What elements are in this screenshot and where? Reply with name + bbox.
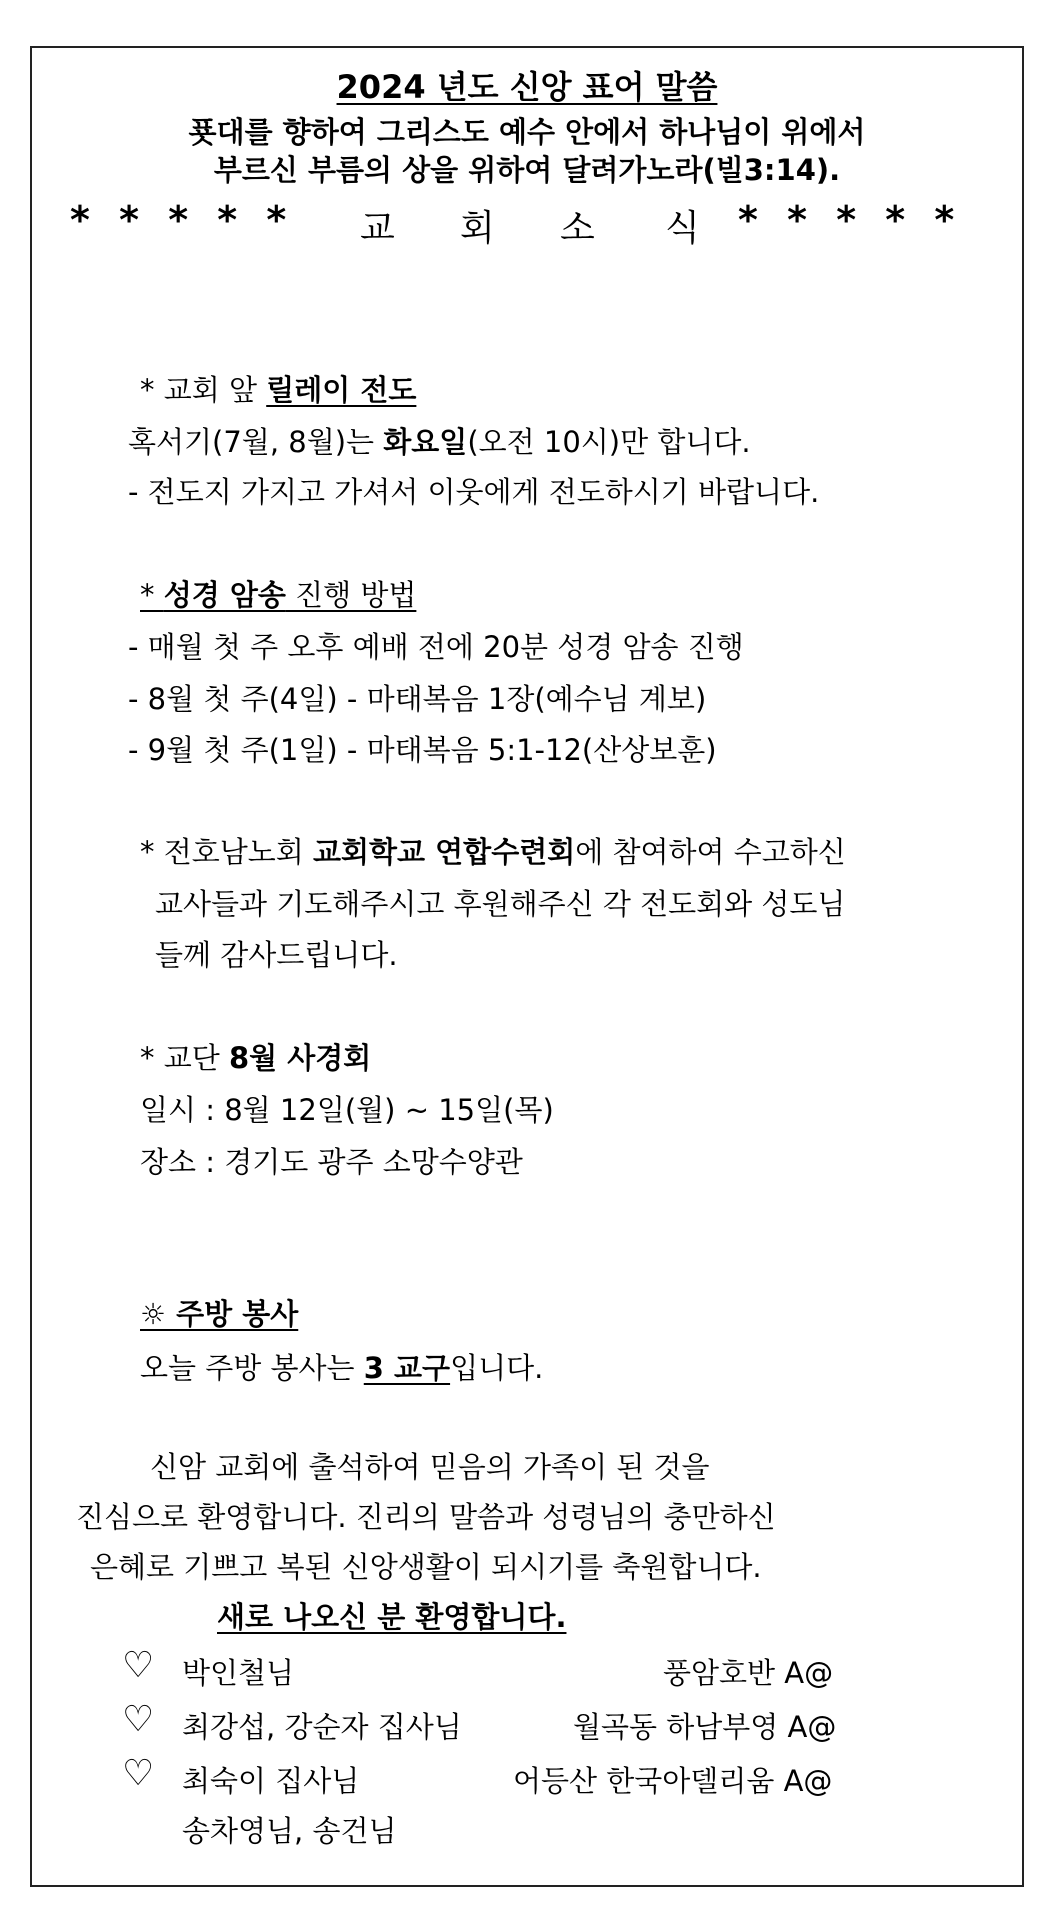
- relay-heading: [140, 368, 416, 409]
- retreat-prefix: * 교단: [140, 1041, 229, 1075]
- memorize-heading: [140, 573, 416, 614]
- relay-line1-a: 혹서기(7월, 8월)는: [128, 425, 384, 459]
- banner-char-1: 교: [360, 208, 395, 249]
- newcomer-address: 어등산 한국아델리움 A@: [513, 1764, 833, 1798]
- thanks-prefix: * 전호남노회: [140, 835, 314, 869]
- memorize-line-1: - 매월 첫 주 오후 예배 전에 20분 성경 암송 진행: [128, 630, 744, 664]
- thanks-bold: 교회학교 연합수련회: [313, 835, 576, 869]
- thanks-line-3: 들께 감사드립니다.: [155, 938, 398, 972]
- retreat-title: 8월 사경회: [228, 1041, 372, 1075]
- newcomer-address: 풍암호반 A@: [663, 1656, 834, 1690]
- memorize-title-rest: 진행 방법: [285, 578, 417, 612]
- newcomer-extra: 송차영님, 송건님: [182, 1814, 397, 1848]
- memorize-line-2: - 8월 첫 주(4일) - 마태복음 1장(예수님 계보): [128, 682, 707, 716]
- newcomer-name: 최강섭, 강순자 집사님: [182, 1710, 462, 1744]
- memorize-prefix: *: [140, 578, 164, 612]
- page-title: 2024 년도 신앙 표어 말씀: [336, 68, 718, 106]
- thanks-line-2: 교사들과 기도해주시고 후원해주신 각 전도회와 성도님: [155, 887, 846, 921]
- heart-icon: ♡: [122, 1753, 155, 1794]
- kitchen-line: [140, 1346, 543, 1387]
- kitchen-line-bold: 3 교구: [363, 1351, 451, 1385]
- kitchen-line-a: 오늘 주방 봉사는: [140, 1351, 364, 1385]
- newcomer-name: 박인철님: [182, 1656, 295, 1690]
- banner-char-4: 식: [665, 208, 700, 249]
- welcome-line-2: 진심으로 환영합니다. 진리의 말씀과 성령님의 충만하신: [76, 1500, 776, 1534]
- thanks-rest: 에 참여하여 수고하신: [575, 835, 846, 869]
- banner-char-3: 소: [560, 208, 595, 249]
- thanks-line-1: [140, 830, 846, 871]
- heart-icon: ♡: [122, 1699, 155, 1740]
- memorize-line-3: - 9월 첫 주(1일) - 마태복음 5:1-12(산상보훈): [128, 733, 717, 767]
- relay-title: 릴레이 전도: [266, 373, 417, 407]
- retreat-heading: [140, 1036, 371, 1077]
- newcomer-name: 최숙이 집사님: [182, 1764, 360, 1798]
- relay-line1-bold: 화요일: [383, 425, 468, 459]
- memorize-title-bold: 성경 암송: [163, 578, 286, 612]
- relay-line1-b: (오전 10시)만 합니다.: [467, 425, 751, 459]
- verse-line-1: 푯대를 향하여 그리스도 예수 안에서 하나님이 위에서: [188, 115, 866, 149]
- kitchen-line-b: 입니다.: [450, 1351, 544, 1385]
- relay-line-2: - 전도지 가지고 가셔서 이웃에게 전도하시기 바랍니다.: [128, 475, 820, 509]
- newcomer-address: 월곡동 하남부영 A@: [573, 1710, 837, 1744]
- relay-prefix: * 교회 앞: [140, 373, 267, 407]
- welcome-line-1: 신암 교회에 출석하여 믿음의 가족이 된 것을: [150, 1450, 710, 1484]
- relay-line-1: [128, 420, 751, 461]
- heart-icon: ♡: [122, 1645, 155, 1686]
- retreat-date: 일시 : 8월 12일(월) ~ 15일(목): [140, 1093, 554, 1127]
- welcome-line-3: 은혜로 기쁘고 복된 신앙생활이 되시기를 축원합니다.: [90, 1550, 762, 1584]
- welcome-heading: 새로 나오신 분 환영합니다.: [217, 1600, 567, 1634]
- kitchen-heading: ☼ 주방 봉사: [140, 1297, 299, 1331]
- banner-stars-right: * * * * *: [738, 198, 963, 242]
- verse-line-2: 부르신 부름의 상을 위하여 달려가노라(빌3:14).: [213, 153, 841, 187]
- retreat-place: 장소 : 경기도 광주 소망수양관: [140, 1145, 523, 1179]
- banner-char-2: 회: [460, 208, 495, 249]
- banner-stars-left: * * * * *: [70, 198, 295, 242]
